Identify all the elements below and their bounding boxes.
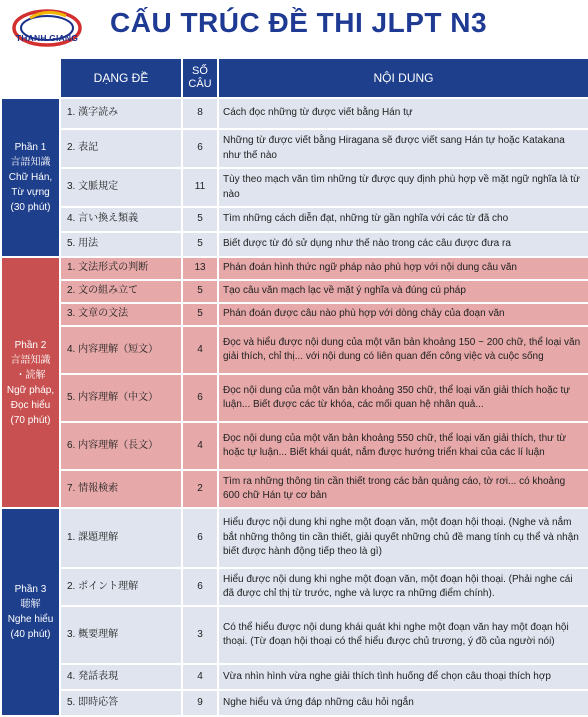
row-type: 5. 即時応答 bbox=[61, 691, 181, 715]
table-row bbox=[2, 327, 588, 373]
row-content: Nghe hiểu và ứng đáp những câu hỏi ngắn bbox=[219, 691, 588, 715]
table-row bbox=[2, 665, 588, 689]
company-logo bbox=[10, 6, 84, 50]
row-content: Cách đọc những từ được viết bằng Hán tự bbox=[219, 99, 588, 128]
row-count: 5 bbox=[183, 304, 217, 325]
row-type: 6. 内容理解（長文） bbox=[61, 423, 181, 469]
row-content: Đọc nội dung của một văn bản khoảng 550 chữ, thể loại văn giải thích, thư từ hoặc tự luận... Biết khái quát, nắm được hướng triển khai của các lí luận bbox=[219, 423, 588, 469]
row-type: 5. 内容理解（中文） bbox=[61, 375, 181, 421]
row-type: 5. 用法 bbox=[61, 233, 181, 256]
table-row bbox=[2, 691, 588, 715]
row-content: Có thể hiểu được nội dung khái quát khi nghe một đoạn văn hay một đoạn hội thoại. (Từ đoạn hội thoại có thể hiểu được chủ trương, ý đồ của người nói) bbox=[219, 607, 588, 663]
table-row bbox=[2, 233, 588, 256]
row-count: 4 bbox=[183, 423, 217, 469]
logo-text: THANH GIANG bbox=[15, 33, 79, 43]
header-count bbox=[183, 59, 217, 97]
row-count: 13 bbox=[183, 258, 217, 279]
row-content: Hiểu được nội dung khi nghe một đoạn văn, một đoạn hội thoại. (Phải nghe cái đã được chỉ thị từ trước, nghe và lược ra những điểm chính). bbox=[219, 569, 588, 605]
row-type: 7. 情報検索 bbox=[61, 471, 181, 507]
table-header-row bbox=[2, 59, 588, 97]
header-count-line1: SỐ bbox=[192, 64, 208, 77]
table-row bbox=[2, 99, 588, 128]
row-content: Vừa nhìn hình vừa nghe giải thích tình huống để chọn câu thoại thích hợp bbox=[219, 665, 588, 689]
page-header bbox=[0, 0, 588, 55]
row-type: 2. ポイント理解 bbox=[61, 569, 181, 605]
row-content: Những từ được viết bằng Hiragana sẽ được viết sang Hán tự hoặc Katakana như thế nào bbox=[219, 130, 588, 167]
row-content: Phán đoán hình thức ngữ pháp nào phù hợp với nội dung câu văn bbox=[219, 258, 588, 279]
table-row bbox=[2, 281, 588, 302]
header-count-line2: CÂU bbox=[188, 78, 212, 90]
table-row bbox=[2, 375, 588, 421]
row-content: Tìm ra những thông tin cần thiết trong các bản quảng cáo, tờ rơi... có khoảng 600 chữ Hán tự cơ bản bbox=[219, 471, 588, 507]
part-1-section bbox=[2, 99, 588, 256]
row-content: Tùy theo mạch văn tìm những từ được quy định phù hợp về mặt ngữ nghĩa là từ nào bbox=[219, 169, 588, 206]
table-row bbox=[2, 208, 588, 231]
page-title: CẤU TRÚC ĐỀ THI JLPT N3 bbox=[110, 7, 488, 38]
table-row bbox=[2, 130, 588, 167]
header-spacer bbox=[2, 59, 59, 97]
row-type: 1. 課題理解 bbox=[61, 509, 181, 567]
row-count: 2 bbox=[183, 471, 217, 507]
row-count: 5 bbox=[183, 208, 217, 231]
row-content: Tạo câu văn mạch lạc về mặt ý nghĩa và đúng cú pháp bbox=[219, 281, 588, 302]
row-type: 4. 発話表現 bbox=[61, 665, 181, 689]
table-row bbox=[2, 423, 588, 469]
header-type: DẠNG ĐỀ bbox=[61, 59, 181, 97]
row-count: 8 bbox=[183, 99, 217, 128]
row-count: 6 bbox=[183, 569, 217, 605]
table-row bbox=[2, 607, 588, 663]
row-content: Đọc và hiểu được nội dung của một văn bản khoảng 150 ~ 200 chữ, thể loại văn giải thích, chỉ thị... với nội dung có liên quan đến công việc và cuộc sống bbox=[219, 327, 588, 373]
table-row bbox=[2, 304, 588, 325]
row-count: 4 bbox=[183, 665, 217, 689]
row-count: 5 bbox=[183, 281, 217, 302]
row-count: 9 bbox=[183, 691, 217, 715]
row-type: 1. 文法形式の判断 bbox=[61, 258, 181, 279]
table-row bbox=[2, 471, 588, 507]
row-count: 3 bbox=[183, 607, 217, 663]
row-content: Tìm những cách diễn đạt, những từ gần nghĩa với các từ đã cho bbox=[219, 208, 588, 231]
row-content: Phán đoán được câu nào phù hợp với dòng chảy của đoạn văn bbox=[219, 304, 588, 325]
row-type: 3. 文章の文法 bbox=[61, 304, 181, 325]
part-2-label: Phần 2 言語知識 ・読解 Ngữ pháp, Đọc hiểu (70 phút) bbox=[2, 258, 59, 507]
table-row bbox=[2, 169, 588, 206]
row-type: 4. 内容理解（短文） bbox=[61, 327, 181, 373]
row-type: 1. 漢字読み bbox=[61, 99, 181, 128]
row-type: 2. 文の組み立て bbox=[61, 281, 181, 302]
part-3-section bbox=[2, 509, 588, 715]
row-type: 2. 表記 bbox=[61, 130, 181, 167]
row-count: 5 bbox=[183, 233, 217, 256]
table-row bbox=[2, 569, 588, 605]
row-count: 4 bbox=[183, 327, 217, 373]
row-count: 11 bbox=[183, 169, 217, 206]
header-content: NỘI DUNG bbox=[219, 59, 588, 97]
exam-structure-table bbox=[0, 57, 588, 717]
part-2-section bbox=[2, 258, 588, 507]
row-type: 3. 概要理解 bbox=[61, 607, 181, 663]
row-content: Biết được từ đó sử dụng như thế nào trong các câu được đưa ra bbox=[219, 233, 588, 256]
row-content: Hiểu được nội dung khi nghe một đoạn văn, một đoạn hội thoại. (Nghe và nắm bắt những thông tin cần thiết, giải quyết những chủ đề mang tính cụ thể và nhận biết được hành động tiếp theo là gì) bbox=[219, 509, 588, 567]
row-type: 3. 文脈規定 bbox=[61, 169, 181, 206]
part-3-label: Phần 3 聴解 Nghe hiểu (40 phút) bbox=[2, 509, 59, 715]
row-type: 4. 言い換え類義 bbox=[61, 208, 181, 231]
table-row bbox=[2, 509, 588, 567]
table-row bbox=[2, 258, 588, 279]
row-count: 6 bbox=[183, 509, 217, 567]
logo-swoosh-icon bbox=[10, 6, 84, 50]
part-1-label: Phần 1 言語知識 Chữ Hán, Từ vựng (30 phút) bbox=[2, 99, 59, 256]
row-content: Đọc nội dung của một văn bản khoảng 350 chữ, thể loại văn giải thích hoặc tự luận... Biết được các từ khóa, các mối quan hệ nhân quả... bbox=[219, 375, 588, 421]
row-count: 6 bbox=[183, 130, 217, 167]
row-count: 6 bbox=[183, 375, 217, 421]
